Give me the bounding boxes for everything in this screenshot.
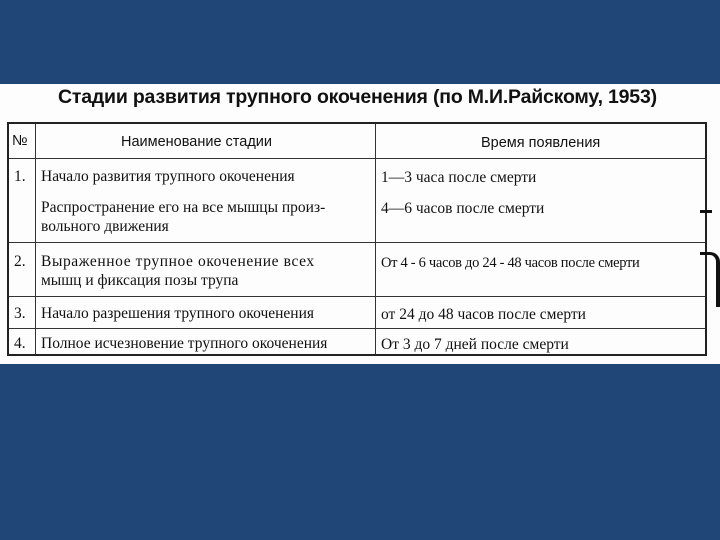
row-2-name-line1: Выраженное трупное окоченение всех [41, 253, 315, 270]
scanned-document [0, 84, 720, 364]
column-divider [35, 124, 36, 354]
row-divider [9, 242, 705, 243]
row-4-time: От 3 до 7 дней после смерти [381, 336, 569, 353]
row-divider [9, 158, 705, 159]
row-4-name: Полное исчезновение трупного окоченения [41, 335, 328, 352]
row-1-name: Начало развития трупного окоченения [41, 168, 295, 185]
stages-table [7, 122, 707, 356]
row-1b-name-line2: вольного движения [41, 218, 169, 235]
row-3-name: Начало разрешения трупного окоченения [41, 305, 315, 322]
row-1b-name-line1: Распространение его на все мышцы произ- [41, 199, 326, 216]
header-num: № [12, 133, 28, 149]
row-2-name-line2: мышц и фиксация позы трупа [41, 272, 239, 289]
row-3-num: 3. [14, 305, 26, 322]
header-time: Время появления [481, 135, 601, 151]
row-2-num: 2. [14, 253, 26, 270]
row-2-time: От 4 - 6 часов до 24 - 48 часов после смерти [381, 255, 640, 271]
column-divider [375, 124, 376, 354]
row-1b-time: 4—6 часов после смерти [381, 200, 545, 217]
scan-mark [700, 210, 712, 213]
row-divider [9, 296, 705, 297]
row-3-time: от 24 до 48 часов после смерти [381, 306, 586, 323]
row-1-time: 1—3 часа после смерти [381, 169, 537, 186]
header-stage-name: Наименование стадии [121, 134, 272, 150]
scan-bracket-mark [700, 252, 720, 307]
row-divider [9, 328, 705, 329]
row-4-num: 4. [14, 335, 26, 352]
row-1-num: 1. [14, 168, 26, 185]
document-title: Стадии развития трупного окоченения (по М.И.Райскому, 1953) [58, 86, 657, 108]
